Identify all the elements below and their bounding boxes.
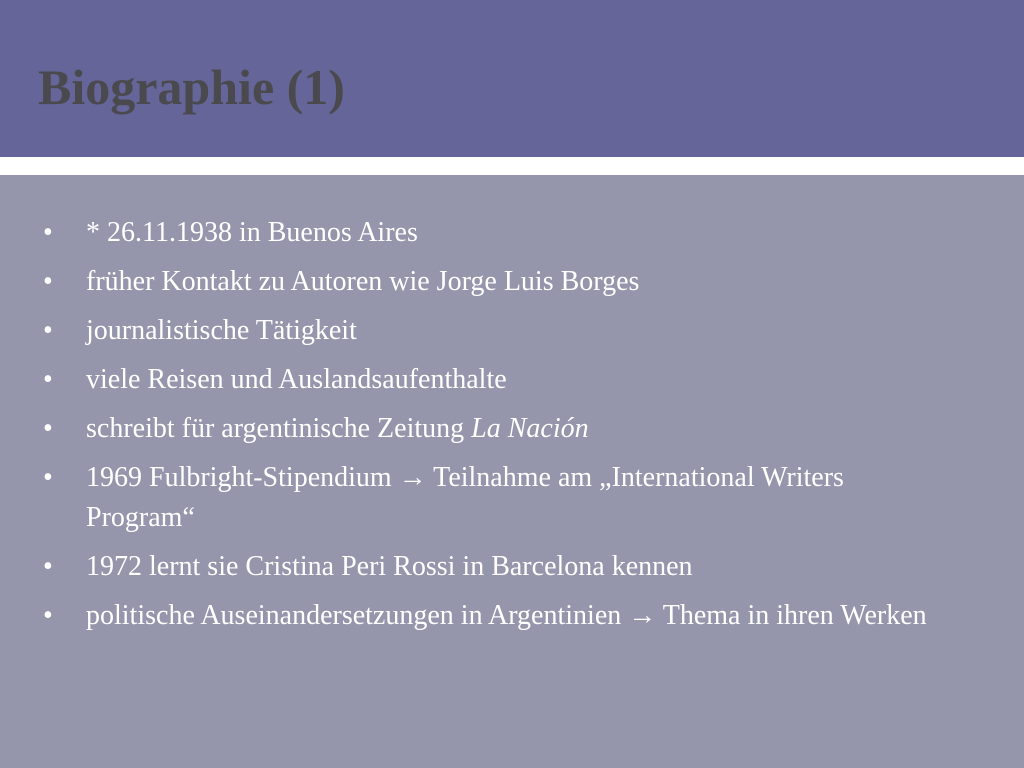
bullet-icon: • xyxy=(43,315,53,346)
title-banner xyxy=(0,0,1024,157)
list-item xyxy=(0,458,1024,538)
bullet-list xyxy=(0,213,1024,645)
newspaper-name: La Nación xyxy=(471,413,589,444)
bullet-icon: • xyxy=(43,217,53,248)
list-item xyxy=(0,311,1024,351)
white-divider xyxy=(0,157,1024,175)
bullet-icon: • xyxy=(43,551,53,582)
list-item-text: schreibt für argentinische Zeitung xyxy=(86,413,472,444)
slide-title: Biographie (1) xyxy=(38,59,345,115)
bullet-icon: • xyxy=(43,364,53,395)
bullet-icon: • xyxy=(43,266,53,297)
list-item xyxy=(0,213,1024,253)
bullet-icon: • xyxy=(43,462,53,493)
list-item-text: früher Kontakt zu Autoren wie Jorge Luis Borges xyxy=(86,266,640,297)
list-item-text: viele Reisen und Auslandsaufenthalte xyxy=(86,364,507,395)
list-item-text: 1972 lernt sie Cristina Peri Rossi in Barcelona kennen xyxy=(86,551,693,582)
list-item xyxy=(0,596,1024,636)
list-item-text: * 26.11.1938 in Buenos Aires xyxy=(86,217,418,248)
list-item xyxy=(0,262,1024,302)
list-item-text: journalistische Tätigkeit xyxy=(86,315,357,346)
list-item-text: politische Auseinandersetzungen in Argentinien → Thema in ihren Werken xyxy=(86,600,927,631)
bullet-icon: • xyxy=(43,600,53,631)
bullet-icon: • xyxy=(43,413,53,444)
list-item xyxy=(0,409,1024,449)
list-item xyxy=(0,547,1024,587)
list-item xyxy=(0,360,1024,400)
list-item-text: 1969 Fulbright-Stipendium → Teilnahme am „International Writers Program“ xyxy=(86,462,844,533)
